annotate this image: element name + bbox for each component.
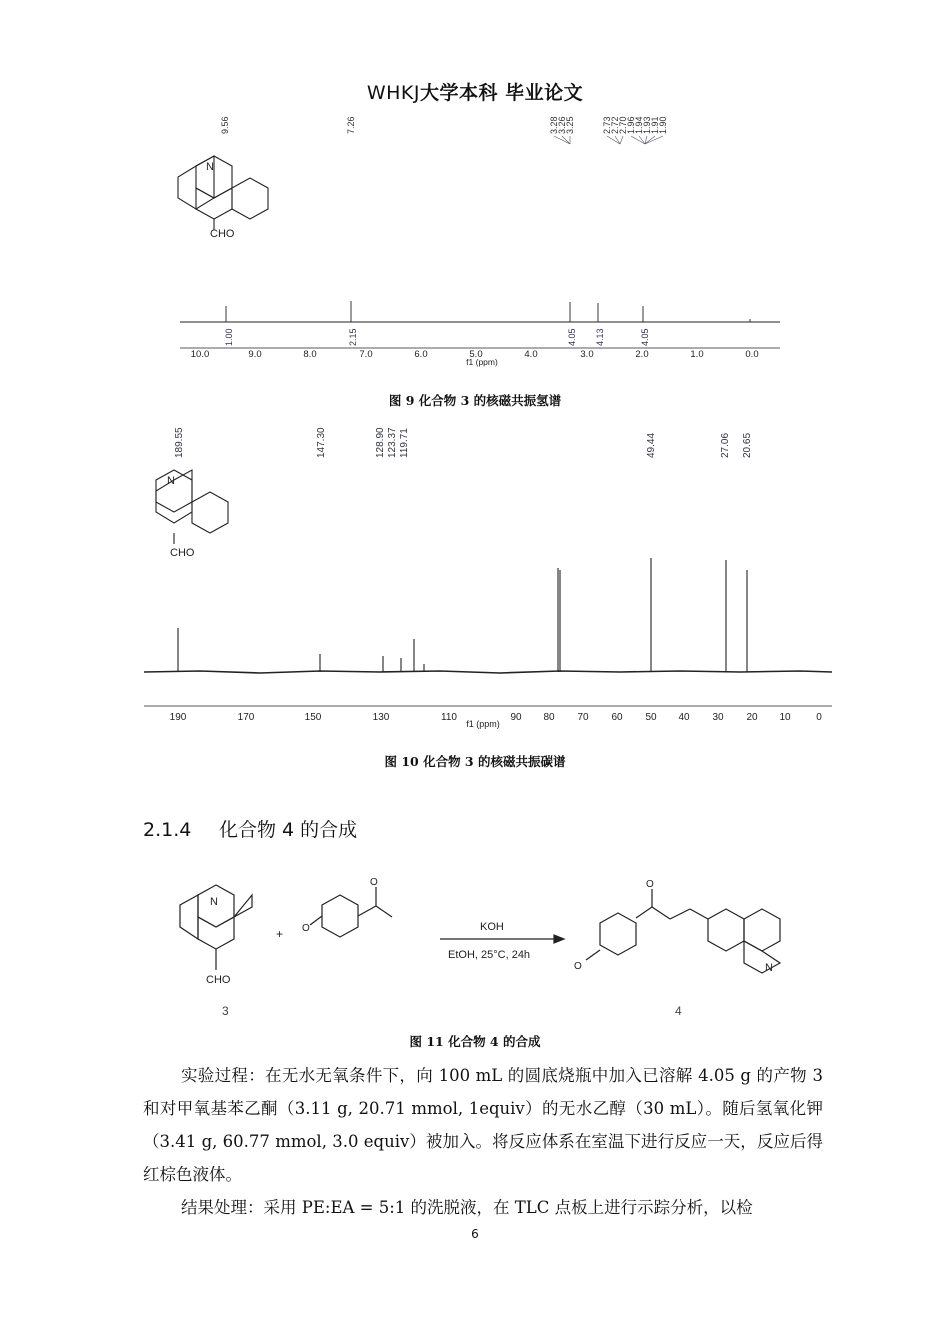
h-peak-label: 1.93 — [642, 116, 652, 134]
h-integral: 4.05 — [640, 328, 650, 346]
paragraph-workup: 结果处理：采用 PE:EA = 5:1 的洗脱液，在 TLC 点板上进行示踪分析，以检 — [181, 1198, 753, 1217]
h-integral: 4.05 — [567, 328, 577, 346]
paragraph-procedure: 实验过程：在无水无氧条件下，向 100 mL 的圆底烧瓶中加入已溶解 4.05 g 的产物 3 和对甲氧基苯乙酮（3.11 g, 20.71 mmol, 1equiv）的无水乙醇（30 mL）。随后氢氧化钾（3.41 g, 60.77 mmol, 3.0 equiv）被加入。将反应体系在室温下进行反应一天，反应后得红棕色液体。 — [143, 1066, 823, 1184]
h-peak-label: 2.73 — [602, 116, 612, 134]
nitrogen-label: N — [210, 896, 218, 908]
h-peak-label: 2.70 — [618, 116, 628, 134]
h-axis-tick: 7.0 — [359, 349, 373, 360]
h-peak-label: 9.56 — [220, 116, 230, 134]
h-peak-label: 1.91 — [650, 116, 660, 134]
h-axis-tick: 1.0 — [690, 349, 704, 360]
ketone-o-label: O — [646, 879, 654, 890]
compound-4-number: 4 — [675, 1004, 682, 1018]
h-axis-tick: 4.0 — [524, 349, 538, 360]
h-axis-tick: 10.0 — [190, 349, 210, 360]
figure-9-caption: 图 9 化合物 3 的核磁共振氢谱 — [388, 393, 562, 408]
section-title: 化合物 4 的合成 — [219, 819, 358, 841]
c-peak-label: 147.30 — [316, 427, 327, 458]
h-axis-tick: 6.0 — [414, 349, 428, 360]
body-text — [143, 1059, 823, 1224]
cho-label: CHO — [206, 974, 231, 986]
methoxy-o-label: O — [302, 923, 310, 934]
figure-10-caption: 图 10 化合物 3 的核磁共振碳谱 — [384, 754, 566, 769]
section-heading — [143, 815, 357, 842]
h-axis-tick: 0.0 — [745, 349, 759, 360]
h-peak-label: 3.26 — [557, 116, 567, 134]
h-peak-label: 1.94 — [634, 116, 644, 134]
c-axis-tick: 0 — [816, 712, 822, 723]
compound-3-number: 3 — [222, 1004, 229, 1018]
c-axis-tick: 60 — [611, 712, 623, 723]
c-axis-tick: 190 — [169, 712, 187, 723]
c-axis-tick: 30 — [712, 712, 724, 723]
section-number: 2.1.4 — [143, 819, 192, 841]
c-axis-tick: 40 — [678, 712, 690, 723]
h-axis-tick: 5.0 — [469, 349, 483, 360]
c-axis-tick: 70 — [577, 712, 589, 723]
h-integral: 4.13 — [595, 328, 605, 346]
h-axis-label: f1 (ppm) — [466, 357, 498, 367]
c-axis-tick: 50 — [645, 712, 657, 723]
c-axis-tick: 130 — [372, 712, 390, 723]
c-axis-tick: 80 — [543, 712, 555, 723]
methoxy-o-label: O — [574, 961, 582, 972]
h-peak-label: 7.26 — [346, 116, 356, 134]
h-axis-tick: 3.0 — [580, 349, 594, 360]
cho-label: CHO — [170, 547, 195, 559]
c-peak-label: 27.06 — [720, 432, 731, 458]
h-peak-label: 3.28 — [549, 116, 559, 134]
c-axis-tick: 170 — [237, 712, 255, 723]
h-axis-tick: 9.0 — [248, 349, 262, 360]
c-axis-tick: 90 — [510, 712, 522, 723]
header-latin: WHKJ — [366, 82, 420, 104]
c-peak-label: 123.37 — [387, 427, 398, 458]
h-axis-tick: 2.0 — [635, 349, 649, 360]
nitrogen-label: N — [167, 475, 175, 487]
h-integral: 2.15 — [348, 328, 358, 346]
cho-label: CHO — [210, 228, 235, 240]
c-peak-label: 20.65 — [742, 432, 753, 458]
h-axis-tick: 8.0 — [303, 349, 317, 360]
figure-11-caption: 图 11 化合物 4 的合成 — [409, 1034, 541, 1049]
header-title: 大学本科 毕业论文 — [420, 82, 584, 104]
nitrogen-label: N — [765, 962, 773, 974]
h-integral: 1.00 — [224, 328, 234, 346]
page-header — [0, 78, 950, 105]
c-axis-tick: 10 — [779, 712, 791, 723]
ketone-o-label: O — [370, 877, 378, 888]
reagent-label: KOH — [480, 921, 504, 933]
c-peak-label: 128.90 — [375, 427, 386, 458]
h-peak-label: 3.25 — [565, 116, 575, 134]
c-axis-tick: 110 — [441, 712, 457, 723]
h-peak-label: 2.72 — [610, 116, 620, 134]
figure-11-reaction-scheme — [170, 875, 810, 1025]
h-peak-label: 1.90 — [658, 116, 668, 134]
c-axis-tick: 20 — [746, 712, 758, 723]
c-axis-label: f1 (ppm) — [466, 719, 500, 729]
c-peak-label: 49.44 — [646, 432, 657, 458]
conditions-label: EtOH, 25°C, 24h — [448, 949, 531, 961]
nitrogen-label: N — [206, 161, 214, 173]
julolidine-aldehyde-structure — [178, 156, 268, 230]
figure-9-h-nmr — [140, 108, 800, 370]
h-peak-label: 1.96 — [626, 116, 636, 134]
plus-sign: + — [276, 927, 284, 941]
c-peak-label: 119.71 — [399, 428, 410, 458]
page-number: 6 — [471, 1227, 479, 1241]
c-axis-tick: 150 — [304, 712, 322, 723]
figure-10-c-nmr — [140, 418, 840, 732]
c-peak-label: 189.55 — [174, 427, 185, 458]
